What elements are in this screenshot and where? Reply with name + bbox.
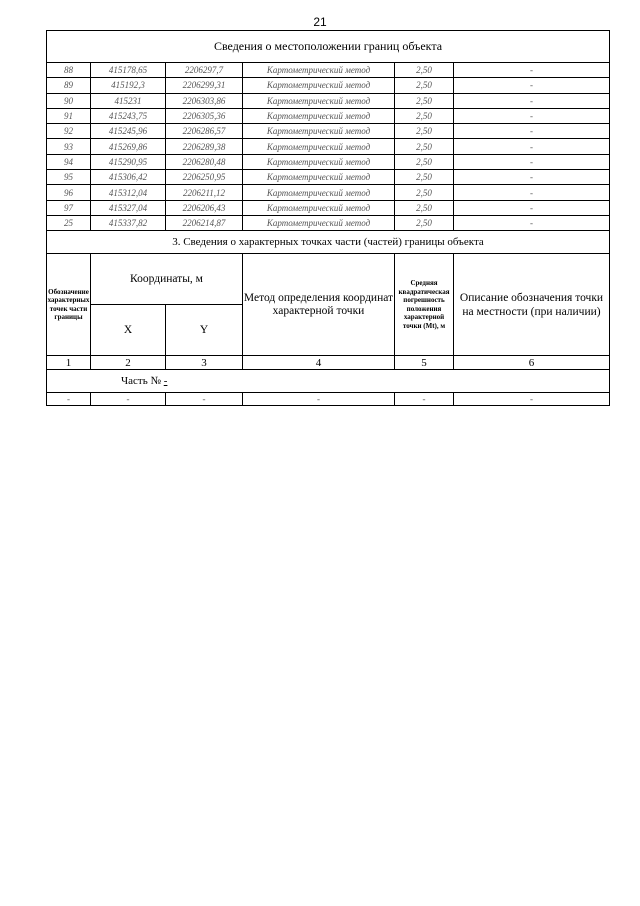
x-header: X — [91, 305, 166, 356]
accuracy-cell: 2,50 — [395, 63, 454, 78]
description-cell: - — [454, 200, 610, 215]
y-coordinate-cell: 2206206,43 — [166, 200, 243, 215]
table-row — [47, 108, 610, 123]
column-number: 2 — [91, 356, 166, 370]
accuracy-cell: 2,50 — [395, 139, 454, 154]
description-cell: - — [454, 139, 610, 154]
accuracy-cell: 2,50 — [395, 78, 454, 93]
point-number-cell: 94 — [47, 154, 91, 169]
method-cell: Картометрический метод — [243, 215, 395, 230]
y-header: Y — [166, 305, 243, 356]
table-row — [47, 78, 610, 93]
x-coordinate-cell: 415312,04 — [91, 185, 166, 200]
description-cell: - — [454, 93, 610, 108]
section3-title: 3. Сведения о характерных точках части (частей) границы объекта — [47, 231, 610, 254]
method-cell: Картометрический метод — [243, 63, 395, 78]
column-number: 1 — [47, 356, 91, 370]
column-number: 6 — [454, 356, 610, 370]
column-number: 4 — [243, 356, 395, 370]
point-number-cell: 92 — [47, 124, 91, 139]
x-coordinate-cell: 415269,86 — [91, 139, 166, 154]
point-number-cell: 88 — [47, 63, 91, 78]
description-cell: - — [454, 170, 610, 185]
part-value: - — [163, 375, 168, 388]
y-coordinate-cell: 2206250,95 — [166, 170, 243, 185]
y-coordinate-cell: 2206214,87 — [166, 215, 243, 230]
method-header: Метод определения координат характерной точки — [243, 254, 395, 356]
accuracy-cell: 2,50 — [395, 108, 454, 123]
column-number: 5 — [395, 356, 454, 370]
method-cell: Картометрический метод — [243, 78, 395, 93]
empty-cell: - — [47, 393, 91, 406]
accuracy-cell: 2,50 — [395, 154, 454, 169]
accuracy-cell: 2,50 — [395, 200, 454, 215]
method-cell: Картометрический метод — [243, 170, 395, 185]
part-label: Часть № — [121, 375, 161, 388]
method-cell: Картометрический метод — [243, 108, 395, 123]
method-cell: Картометрический метод — [243, 185, 395, 200]
description-cell: - — [454, 124, 610, 139]
method-cell: Картометрический метод — [243, 124, 395, 139]
description-cell: - — [454, 63, 610, 78]
y-coordinate-cell: 2206299,31 — [166, 78, 243, 93]
y-coordinate-cell: 2206289,38 — [166, 139, 243, 154]
y-coordinate-cell: 2206286,57 — [166, 124, 243, 139]
table-row — [47, 200, 610, 215]
method-cell: Картометрический метод — [243, 154, 395, 169]
y-coordinate-cell: 2206280,48 — [166, 154, 243, 169]
point-number-cell: 96 — [47, 185, 91, 200]
empty-cell: - — [166, 393, 243, 406]
section-title: Сведения о местоположении границ объекта — [47, 31, 610, 63]
point-number-cell: 93 — [47, 139, 91, 154]
table-row — [47, 93, 610, 108]
empty-cell: - — [91, 393, 166, 406]
coordinates-header: Координаты, м — [91, 254, 243, 305]
description-cell: - — [454, 215, 610, 230]
x-coordinate-cell: 415192,3 — [91, 78, 166, 93]
description-cell: - — [454, 154, 610, 169]
empty-cell: - — [243, 393, 395, 406]
accuracy-cell: 2,50 — [395, 124, 454, 139]
table-row — [47, 124, 610, 139]
page-number: 21 — [313, 15, 327, 29]
method-cell: Картометрический метод — [243, 200, 395, 215]
point-number-cell: 91 — [47, 108, 91, 123]
point-number-cell: 89 — [47, 78, 91, 93]
y-coordinate-cell: 2206211,12 — [166, 185, 243, 200]
x-coordinate-cell: 415327,04 — [91, 200, 166, 215]
part-row — [47, 370, 610, 393]
description-header: Описание обозначения точки на местности (при наличии) — [454, 254, 610, 356]
designation-header: Обозначение характерных точек части границы — [47, 254, 91, 356]
x-coordinate-cell: 415231 — [91, 93, 166, 108]
description-cell: - — [454, 185, 610, 200]
point-number-cell: 90 — [47, 93, 91, 108]
x-coordinate-cell: 415290,95 — [91, 154, 166, 169]
accuracy-cell: 2,50 — [395, 170, 454, 185]
empty-cell: - — [395, 393, 454, 406]
accuracy-header: Средняя квадратическая погрешность положения характерной точки (Mt), м — [395, 254, 454, 356]
x-coordinate-cell: 415337,82 — [91, 215, 166, 230]
x-coordinate-cell: 415245,96 — [91, 124, 166, 139]
point-number-cell: 95 — [47, 170, 91, 185]
description-cell: - — [454, 108, 610, 123]
accuracy-cell: 2,50 — [395, 93, 454, 108]
x-coordinate-cell: 415178,65 — [91, 63, 166, 78]
x-coordinate-cell: 415306,42 — [91, 170, 166, 185]
empty-cell: - — [454, 393, 610, 406]
table-row — [47, 185, 610, 200]
boundary-table — [46, 30, 610, 406]
method-cell: Картометрический метод — [243, 139, 395, 154]
point-number-cell: 25 — [47, 215, 91, 230]
column-number: 3 — [166, 356, 243, 370]
y-coordinate-cell: 2206303,86 — [166, 93, 243, 108]
method-cell: Картометрический метод — [243, 93, 395, 108]
accuracy-cell: 2,50 — [395, 215, 454, 230]
table-row — [47, 139, 610, 154]
description-cell: - — [454, 78, 610, 93]
x-coordinate-cell: 415243,75 — [91, 108, 166, 123]
table-row — [47, 63, 610, 78]
point-number-cell: 97 — [47, 200, 91, 215]
table-row — [47, 154, 610, 169]
y-coordinate-cell: 2206297,7 — [166, 63, 243, 78]
y-coordinate-cell: 2206305,36 — [166, 108, 243, 123]
table-row — [47, 170, 610, 185]
table-row — [47, 215, 610, 230]
accuracy-cell: 2,50 — [395, 185, 454, 200]
